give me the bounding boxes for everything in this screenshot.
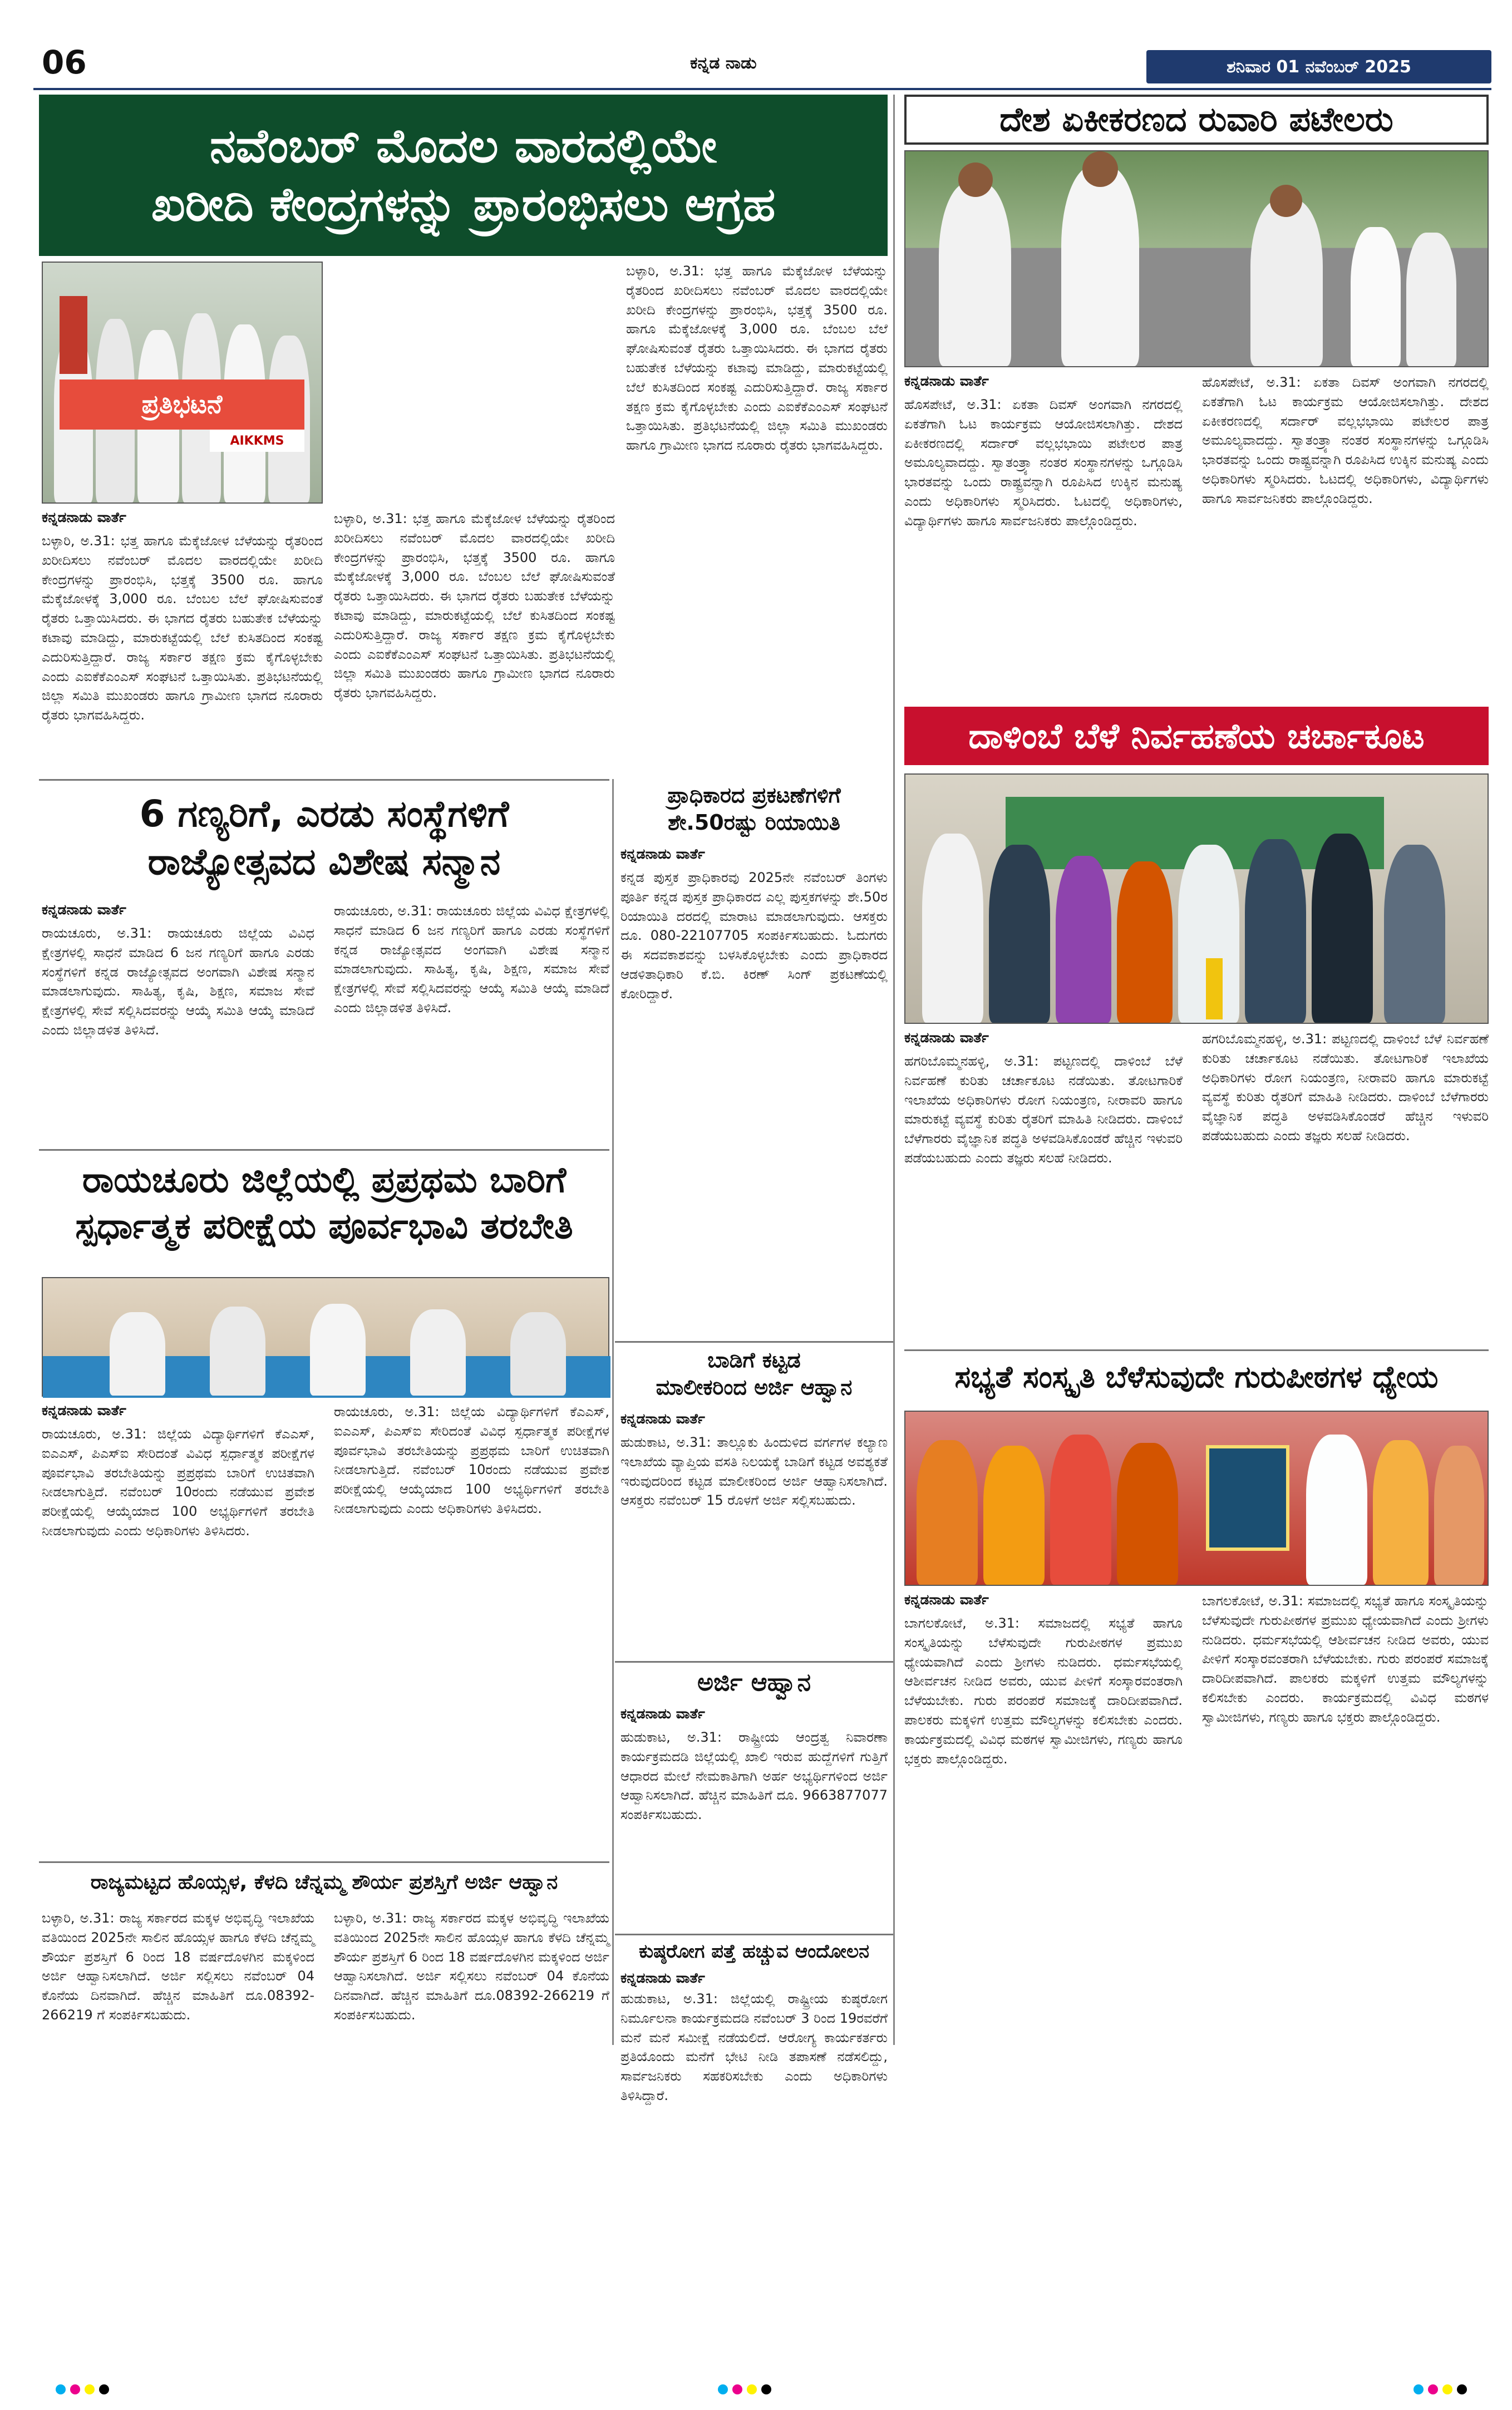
award-headline [39, 790, 609, 886]
culture-byline: ಕನ್ನಡನಾಡು ವಾರ್ತೆ [904, 1591, 989, 1608]
lead-headline-line1: ನವೆಂಬರ್ ಮೊದಲ ವಾರದಲ್ಲಿಯೇ [209, 119, 717, 173]
lead-byline: ಕನ್ನಡನಾಡು ವಾರ್ತೆ [42, 509, 126, 525]
protest-banner-text: ಪ್ರತಿಭಟನೆ [141, 389, 223, 419]
lead-headline [39, 95, 888, 256]
column-divider [893, 95, 895, 2045]
protest-photo [42, 262, 323, 504]
exam-headline-line1: ರಾಯಚೂರು ಜಿಲ್ಲೆಯಲ್ಲಿ ಪ್ರಪ್ರಥಮ ಬಾರಿಗೆ [82, 1160, 567, 1201]
pomegranate-body-col2: ಹಗರಿಬೊಮ್ಮನಹಳ್ಳಿ, ಅ.31: ಪಟ್ಟಣದಲ್ಲಿ ದಾಳಿಂಬೆ ಬೆಳೆ ನಿರ್ವಹಣೆ ಕುರಿತು ಚರ್ಚಾಕೂಟ ನಡೆಯಿತು. ತೋಟಗಾರಿಕೆ ಇಲಾಖೆಯ ಅಧಿಕಾರಿಗಳು ರೋಗ ನಿಯಂತ್ರಣ, ನೀರಾವರಿ ಹಾಗೂ ಮಾರುಕಟ್ಟೆ ವ್ಯವಸ್ಥೆ ಕುರಿತು ರೈತರಿಗೆ ಮಾಹಿತಿ ನೀಡಿದರು. ದಾಳಿಂಬೆ ಬೆಳೆಗಾರರು ವೈಜ್ಞಾನಿಕ ಪದ್ಧತಿ ಅಳವಡಿಸಿಕೊಂಡರೆ ಹೆಚ್ಚಿನ ಇಳುವರಿ ಪಡೆಯಬಹುದು ಎಂದು ತಜ್ಞರು ಸಲಹೆ ನೀಡಿದರು. [1202, 1031, 1489, 1144]
pomegranate-byline: ಕನ್ನಡನಾಡು ವಾರ್ತೆ [904, 1029, 989, 1046]
exam-headline [39, 1157, 609, 1250]
pomegranate-headline: ದಾಳಿಂಬೆ ಬೆಳೆ ನಿರ್ವಹಣೆಯ ಚರ್ಚಾಕೂಟ [904, 707, 1489, 765]
lamp [1206, 958, 1223, 1019]
issue-date: ಶನಿವಾರ 01 ನವೆಂಬರ್ 2025 [1227, 57, 1411, 77]
pomegranate-body-col1: ಹಗರಿಬೊಮ್ಮನಹಳ್ಳಿ, ಅ.31: ಪಟ್ಟಣದಲ್ಲಿ ದಾಳಿಂಬೆ ಬೆಳೆ ನಿರ್ವಹಣೆ ಕುರಿತು ಚರ್ಚಾಕೂಟ ನಡೆಯಿತು. ತೋಟಗಾರಿಕೆ ಇಲಾಖೆಯ ಅಧಿಕಾರಿಗಳು ರೋಗ ನಿಯಂತ್ರಣ, ನೀರಾವರಿ ಹಾಗೂ ಮಾರುಕಟ್ಟೆ ವ್ಯವಸ್ಥೆ ಕುರಿತು ರೈತರಿಗೆ ಮಾಹಿತಿ ನೀಡಿದರು. ದಾಳಿಂಬೆ ಬೆಳೆಗಾರರು ವೈಜ್ಞಾನಿಕ ಪದ್ಧತಿ ಅಳವಡಿಸಿಕೊಂಡರೆ ಹೆಚ್ಚಿನ ಇಳುವರಿ ಪಡೆಯಬಹುದು ಎಂದು ತಜ್ಞರು ಸಲಹೆ ನೀಡಿದರು. [904, 1053, 1183, 1166]
press-meet-photo [42, 1277, 609, 1397]
award-call-body-col2: ಬಳ್ಳಾರಿ, ಅ.31: ರಾಜ್ಯ ಸರ್ಕಾರದ ಮಕ್ಕಳ ಅಭಿವೃದ್ಧಿ ಇಲಾಖೆಯ ವತಿಯಿಂದ 2025ನೇ ಸಾಲಿನ ಹೊಯ್ಸಳ ಹಾಗೂ ಕೆಳದಿ ಚೆನ್ನಮ್ಮ ಶೌರ್ಯ ಪ್ರಶಸ್ತಿಗೆ 6 ರಿಂದ 18 ವರ್ಷದೊಳಗಿನ ಮಕ್ಕಳಿಂದ ಅರ್ಜಿ ಆಹ್ವಾನಿಸಲಾಗಿದೆ. ಅರ್ಜಿ ಸಲ್ಲಿಸಲು ನವೆಂಬರ್ 04 ಕೊನೆಯ ದಿನವಾಗಿದೆ. ಹೆಚ್ಚಿನ ಮಾಹಿತಿಗೆ ದೂ.08392-266219 ಗೆ ಸಂಪರ್ಕಿಸಬಹುದು. [334, 1910, 609, 2023]
lead-body-col2: ಬಳ್ಳಾರಿ, ಅ.31: ಭತ್ತ ಹಾಗೂ ಮೆಕ್ಕೆಜೋಳ ಬೆಳೆಯನ್ನು ರೈತರಿಂದ ಖರೀದಿಸಲು ನವೆಂಬರ್ ಮೊದಲ ವಾರದಲ್ಲಿಯೇ ಖರೀದಿ ಕೇಂದ್ರಗಳನ್ನು ಪ್ರಾರಂಭಿಸಿ, ಭತ್ತಕ್ಕೆ 3500 ರೂ. ಹಾಗೂ ಮೆಕ್ಕೆಜೋಳಕ್ಕೆ 3,000 ರೂ. ಬೆಂಬಲ ಬೆಲೆ ಘೋಷಿಸುವಂತೆ ರೈತರು ಒತ್ತಾಯಿಸಿದರು. ಈ ಭಾಗದ ರೈತರು ಬಹುತೇಕ ಬೆಳೆಯನ್ನು ಕಟಾವು ಮಾಡಿದ್ದು, ಮಾರುಕಟ್ಟೆಯಲ್ಲಿ ಬೆಲೆ ಕುಸಿತದಿಂದ ಸಂಕಷ್ಟ ಎದುರಿಸುತ್ತಿದ್ದಾರೆ. ರಾಜ್ಯ ಸರ್ಕಾರ ತಕ್ಷಣ ಕ್ರಮ ಕೈಗೊಳ್ಳಬೇಕು ಎಂದು ಎಐಕೆಕೆಎಂಎಸ್ ಸಂಘಟನೆ ಒತ್ತಾಯಿಸಿತು. ಪ್ರತಿಭಟನೆಯಲ್ಲಿ ಜಿಲ್ಲಾ ಸಮಿತಿ ಮುಖಂಡರು ಹಾಗೂ ಗ್ರಾಮೀಣ ಭಾಗದ ನೂರಾರು ರೈತರು ಭಾಗವಹಿಸಿದ್ದರು. [334, 511, 615, 701]
leprosy-body: ಹುಡುಕಾಟ, ಅ.31: ಜಿಲ್ಲೆಯಲ್ಲಿ ರಾಷ್ಟ್ರೀಯ ಕುಷ್ಠರೋಗ ನಿರ್ಮೂಲನಾ ಕಾರ್ಯಕ್ರಮದಡಿ ನವೆಂಬರ್ 3 ರಿಂದ 19ರವರೆಗೆ ಮನೆ ಮನೆ ಸಮೀಕ್ಷೆ ನಡೆಯಲಿದೆ. ಆರೋಗ್ಯ ಕಾರ್ಯಕರ್ತರು ಪ್ರತಿಯೊಂದು ಮನೆಗೆ ಭೇಟಿ ನೀಡಿ ತಪಾಸಣೆ ನಡೆಸಲಿದ್ದು, ಸಾರ್ವಜನಿಕರು ಸಹಕರಿಸಬೇಕು ಎಂದು ಅಧಿಕಾರಿಗಳು ತಿಳಿಸಿದ್ದಾರೆ. [620, 1991, 888, 2103]
award-byline: ಕನ್ನಡನಾಡು ವಾರ್ತೆ [42, 901, 126, 918]
lead-body-col3: ಬಳ್ಳಾರಿ, ಅ.31: ಭತ್ತ ಹಾಗೂ ಮೆಕ್ಕೆಜೋಳ ಬೆಳೆಯನ್ನು ರೈತರಿಂದ ಖರೀದಿಸಲು ನವೆಂಬರ್ ಮೊದಲ ವಾರದಲ್ಲಿಯೇ ಖರೀದಿ ಕೇಂದ್ರಗಳನ್ನು ಪ್ರಾರಂಭಿಸಿ, ಭತ್ತಕ್ಕೆ 3500 ರೂ. ಹಾಗೂ ಮೆಕ್ಕೆಜೋಳಕ್ಕೆ 3,000 ರೂ. ಬೆಂಬಲ ಬೆಲೆ ಘೋಷಿಸುವಂತೆ ರೈತರು ಒತ್ತಾಯಿಸಿದರು. ಈ ಭಾಗದ ರೈತರು ಬಹುತೇಕ ಬೆಳೆಯನ್ನು ಕಟಾವು ಮಾಡಿದ್ದು, ಮಾರುಕಟ್ಟೆಯಲ್ಲಿ ಬೆಲೆ ಕುಸಿತದಿಂದ ಸಂಕಷ್ಟ ಎದುರಿಸುತ್ತಿದ್ದಾರೆ. ರಾಜ್ಯ ಸರ್ಕಾರ ತಕ್ಷಣ ಕ್ರಮ ಕೈಗೊಳ್ಳಬೇಕು ಎಂದು ಎಐಕೆಕೆಎಂಎಸ್ ಸಂಘಟನೆ ಒತ್ತಾಯಿಸಿತು. ಪ್ರತಿಭಟನೆಯಲ್ಲಿ ಜಿಲ್ಲಾ ಸಮಿತಿ ಮುಖಂಡರು ಹಾಗೂ ಗ್ರಾಮೀಣ ಭಾಗದ ನೂರಾರು ರೈತರು ಭಾಗವಹಿಸಿದ್ದರು. [626, 263, 888, 454]
rent-headline-line1: ಬಾಡಿಗೆ ಕಟ್ಟಡ [707, 1348, 801, 1372]
divider [39, 1861, 609, 1863]
discount-byline: ಕನ್ನಡನಾಡು ವಾರ್ತೆ [620, 846, 705, 862]
red-flag [60, 296, 87, 374]
framed-portrait [1206, 1445, 1289, 1551]
culture-body-col2: ಬಾಗಲಕೋಟೆ, ಅ.31: ಸಮಾಜದಲ್ಲಿ ಸಭ್ಯತೆ ಹಾಗೂ ಸಂಸ್ಕೃತಿಯನ್ನು ಬೆಳೆಸುವುದೇ ಗುರುಪೀಠಗಳ ಪ್ರಮುಖ ಧ್ಯೇಯವಾಗಿದೆ ಎಂದು ಶ್ರೀಗಳು ನುಡಿದರು. ಧರ್ಮಸಭೆಯಲ್ಲಿ ಆಶೀರ್ವಚನ ನೀಡಿದ ಅವರು, ಯುವ ಪೀಳಿಗೆ ಸಂಸ್ಕಾರವಂತರಾಗಿ ಬೆಳೆಯಬೇಕು. ಗುರು ಪರಂಪರೆ ಸಮಾಜಕ್ಕೆ ದಾರಿದೀಪವಾಗಿದೆ. ಪಾಲಕರು ಮಕ್ಕಳಿಗೆ ಉತ್ತಮ ಮೌಲ್ಯಗಳನ್ನು ಕಲಿಸಬೇಕು ಎಂದರು. ಕಾರ್ಯಕ್ರಮದಲ್ಲಿ ವಿವಿಧ ಮಠಗಳ ಸ್ವಾಮೀಜಿಗಳು, ಗಣ್ಯರು ಹಾಗೂ ಭಕ್ತರು ಪಾಲ್ಗೊಂಡಿದ್ದರು. [1202, 1593, 1489, 1725]
discount-headline-line2: ಶೇ.50ರಷ್ಟು ರಿಯಾಯಿತಿ [668, 810, 840, 835]
award-headline-line2: ರಾಜ್ಯೋತ್ಸವದ ವಿಶೇಷ ಸನ್ಮಾನ [147, 840, 501, 883]
culture-body-col1: ಬಾಗಲಕೋಟೆ, ಅ.31: ಸಮಾಜದಲ್ಲಿ ಸಭ್ಯತೆ ಹಾಗೂ ಸಂಸ್ಕೃತಿಯನ್ನು ಬೆಳೆಸುವುದೇ ಗುರುಪೀಠಗಳ ಪ್ರಮುಖ ಧ್ಯೇಯವಾಗಿದೆ ಎಂದು ಶ್ರೀಗಳು ನುಡಿದರು. ಧರ್ಮಸಭೆಯಲ್ಲಿ ಆಶೀರ್ವಚನ ನೀಡಿದ ಅವರು, ಯುವ ಪೀಳಿಗೆ ಸಂಸ್ಕಾರವಂತರಾಗಿ ಬೆಳೆಯಬೇಕು. ಗುರು ಪರಂಪರೆ ಸಮಾಜಕ್ಕೆ ದಾರಿದೀಪವಾಗಿದೆ. ಪಾಲಕರು ಮಕ್ಕಳಿಗೆ ಉತ್ತಮ ಮೌಲ್ಯಗಳನ್ನು ಕಲಿಸಬೇಕು ಎಂದರು. ಕಾರ್ಯಕ್ರಮದಲ್ಲಿ ವಿವಿಧ ಮಠಗಳ ಸ್ವಾಮೀಜಿಗಳು, ಗಣ್ಯರು ಹಾಗೂ ಭಕ್ತರು ಪಾಲ್ಗೊಂಡಿದ್ದರು. [904, 1615, 1183, 1767]
award-call-body-col1: ಬಳ್ಳಾರಿ, ಅ.31: ರಾಜ್ಯ ಸರ್ಕಾರದ ಮಕ್ಕಳ ಅಭಿವೃದ್ಧಿ ಇಲಾಖೆಯ ವತಿಯಿಂದ 2025ನೇ ಸಾಲಿನ ಹೊಯ್ಸಳ ಹಾಗೂ ಕೆಳದಿ ಚೆನ್ನಮ್ಮ ಶೌರ್ಯ ಪ್ರಶಸ್ತಿಗೆ 6 ರಿಂದ 18 ವರ್ಷದೊಳಗಿನ ಮಕ್ಕಳಿಂದ ಅರ್ಜಿ ಆಹ್ವಾನಿಸಲಾಗಿದೆ. ಅರ್ಜಿ ಸಲ್ಲಿಸಲು ನವೆಂಬರ್ 04 ಕೊನೆಯ ದಿನವಾಗಿದೆ. ಹೆಚ್ಚಿನ ಮಾಹಿತಿಗೆ ದೂ.08392-266219 ಗೆ ಸಂಪರ್ಕಿಸಬಹುದು. [42, 1910, 314, 2023]
divider [39, 1149, 609, 1151]
discount-headline [618, 782, 890, 837]
exam-body-col1: ರಾಯಚೂರು, ಅ.31: ಜಿಲ್ಲೆಯ ವಿದ್ಯಾರ್ಥಿಗಳಿಗೆ ಕೆಎಎಸ್, ಐಎಎಸ್, ಪಿಎಸ್ಐ ಸೇರಿದಂತೆ ವಿವಿಧ ಸ್ಪರ್ಧಾತ್ಮಕ ಪರೀಕ್ಷೆಗಳ ಪೂರ್ವಭಾವಿ ತರಬೇತಿಯನ್ನು ಪ್ರಪ್ರಥಮ ಬಾರಿಗೆ ಉಚಿತವಾಗಿ ನೀಡಲಾಗುತ್ತಿದೆ. ನವೆಂಬರ್ 10ರಂದು ನಡೆಯುವ ಪ್ರವೇಶ ಪರೀಕ್ಷೆಯಲ್ಲಿ ಆಯ್ಕೆಯಾದ 100 ಅಭ್ಯರ್ಥಿಗಳಿಗೆ ತರಬೇತಿ ನೀಡಲಾಗುವುದು ಎಂದು ಅಧಿಕಾರಿಗಳು ತಿಳಿಸಿದರು. [42, 1426, 314, 1539]
registration-marks-left [56, 2384, 109, 2394]
divider [615, 1934, 893, 1935]
patel-headline: ದೇಶ ಏಕೀಕರಣದ ರುವಾರಿ ಪಟೇಲರು [904, 95, 1489, 145]
leprosy-headline: ಕುಷ್ಠರೋಗ ಪತ್ತೆ ಹಚ್ಚುವ ಆಂದೋಲನ [638, 1940, 870, 1963]
swamiji-photo [904, 1411, 1489, 1586]
culture-headline: ಸಭ್ಯತೆ ಸಂಸ್ಕೃತಿ ಬೆಳೆಸುವುದೇ ಗುರುಪೀಠಗಳ ಧ್ಯೇಯ [954, 1359, 1439, 1394]
unity-run-photo [904, 150, 1489, 367]
patel-body-col2: ಹೊಸಪೇಟೆ, ಅ.31: ಏಕತಾ ದಿವಸ್ ಅಂಗವಾಗಿ ನಗರದಲ್ಲಿ ಏಕತೆಗಾಗಿ ಓಟ ಕಾರ್ಯಕ್ರಮ ಆಯೋಜಿಸಲಾಗಿತ್ತು. ದೇಶದ ಏಕೀಕರಣದಲ್ಲಿ ಸರ್ದಾರ್ ವಲ್ಲಭಭಾಯಿ ಪಟೇಲರ ಪಾತ್ರ ಅಮೂಲ್ಯವಾದದ್ದು. ಸ್ವಾತಂತ್ರ್ಯಾ ನಂತರ ಸಂಸ್ಥಾನಗಳನ್ನು ಒಗ್ಗೂಡಿಸಿ ಭಾರತವನ್ನು ಒಂದು ರಾಷ್ಟ್ರವನ್ನಾಗಿ ರೂಪಿಸಿದ ಉಕ್ಕಿನ ಮನುಷ್ಯ ಎಂದು ಅಧಿಕಾರಿಗಳು ಸ್ಮರಿಸಿದರು. ಓಟದಲ್ಲಿ ಅಧಿಕಾರಿಗಳು, ವಿದ್ಯಾರ್ಥಿಗಳು ಹಾಗೂ ಸಾರ್ವಜನಿಕರು ಪಾಲ್ಗೊಂಡಿದ್ದರು. [1202, 374, 1489, 506]
application-byline: ಕನ್ನಡನಾಡು ವಾರ್ತೆ [620, 1706, 705, 1722]
discount-body: ಕನ್ನಡ ಪುಸ್ತಕ ಪ್ರಾಧಿಕಾರವು 2025ನೇ ನವೆಂಬರ್ ತಿಂಗಳು ಪೂರ್ತಿ ಕನ್ನಡ ಪುಸ್ತಕ ಪ್ರಾಧಿಕಾರದ ಎಲ್ಲ ಪುಸ್ತಕಗಳನ್ನು ಶೇ.50ರ ರಿಯಾಯಿತಿ ದರದಲ್ಲಿ ಮಾರಾಟ ಮಾಡಲಾಗುವುದು. ಆಸಕ್ತರು ದೂ. 080-22107705 ಸಂಪರ್ಕಿಸಬಹುದು. ಓದುಗರು ಈ ಸದವಕಾಶವನ್ನು ಬಳಸಿಕೊಳ್ಳಬೇಕು ಎಂದು ಪ್ರಾಧಿಕಾರದ ಆಡಳಿತಾಧಿಕಾರಿ ಕೆ.ಬಿ. ಕಿರಣ್ ಸಿಂಗ್ ಪ್ರಕಟಣೆಯಲ್ಲಿ ಕೋರಿದ್ದಾರೆ. [620, 870, 888, 1002]
divider [615, 1341, 893, 1343]
exam-headline-line2: ಸ್ಪರ್ಧಾತ್ಮಕ ಪರೀಕ್ಷೆಯ ಪೂರ್ವಭಾವಿ ತರಬೇತಿ [75, 1206, 573, 1248]
header-rule [33, 88, 1491, 90]
exam-body-col2: ರಾಯಚೂರು, ಅ.31: ಜಿಲ್ಲೆಯ ವಿದ್ಯಾರ್ಥಿಗಳಿಗೆ ಕೆಎಎಸ್, ಐಎಎಸ್, ಪಿಎಸ್ಐ ಸೇರಿದಂತೆ ವಿವಿಧ ಸ್ಪರ್ಧಾತ್ಮಕ ಪರೀಕ್ಷೆಗಳ ಪೂರ್ವಭಾವಿ ತರಬೇತಿಯನ್ನು ಪ್ರಪ್ರಥಮ ಬಾರಿಗೆ ಉಚಿತವಾಗಿ ನೀಡಲಾಗುತ್ತಿದೆ. ನವೆಂಬರ್ 10ರಂದು ನಡೆಯುವ ಪ್ರವೇಶ ಪರೀಕ್ಷೆಯಲ್ಲಿ ಆಯ್ಕೆಯಾದ 100 ಅಭ್ಯರ್ಥಿಗಳಿಗೆ ತರಬೇತಿ ನೀಡಲಾಗುವುದು ಎಂದು ಅಧಿಕಾರಿಗಳು ತಿಳಿಸಿದರು. [334, 1404, 609, 1516]
rent-headline-line2: ಮಾಲೀಕರಿಂದ ಅರ್ಜಿ ಆಹ್ವಾನ [656, 1375, 853, 1400]
exam-byline: ಕನ್ನಡನಾಡು ವಾರ್ತೆ [42, 1402, 126, 1418]
rent-body: ಹುಡುಕಾಟ, ಅ.31: ತಾಲ್ಲೂಕು ಹಿಂದುಳಿದ ವರ್ಗಗಳ ಕಲ್ಯಾಣ ಇಲಾಖೆಯ ವ್ಯಾಪ್ತಿಯ ವಸತಿ ನಿಲಯಕ್ಕೆ ಬಾಡಿಗೆ ಕಟ್ಟಡ ಅವಶ್ಯಕತೆ ಇರುವುದರಿಂದ ಕಟ್ಟಡ ಮಾಲೀಕರಿಂದ ಅರ್ಜಿ ಆಹ್ವಾನಿಸಲಾಗಿದೆ. ಆಸಕ್ತರು ನವೆಂಬರ್ 15 ರೊಳಗೆ ಅರ್ಜಿ ಸಲ್ಲಿಸಬಹುದು. [620, 1435, 888, 1509]
rent-byline: ಕನ್ನಡನಾಡು ವಾರ್ತೆ [620, 1411, 705, 1427]
award-call-headline: ರಾಜ್ಯಮಟ್ಟದ ಹೊಯ್ಸಳ, ಕೆಳದಿ ಚೆನ್ನಮ್ಮ ಶೌರ್ಯ ಪ್ರಶಸ್ತಿಗೆ ಅರ್ಜಿ ಆಹ್ವಾನ [90, 1871, 558, 1894]
award-headline-line1: 6 ಗಣ್ಯರಿಗೆ, ಎರಡು ಸಂಸ್ಥೆಗಳಿಗೆ [139, 792, 509, 835]
registration-marks-right [1414, 2384, 1467, 2394]
date-bar [1146, 50, 1491, 83]
masthead: ಕನ್ನಡ ನಾಡು [690, 53, 757, 73]
award-body-col2: ರಾಯಚೂರು, ಅ.31: ರಾಯಚೂರು ಜಿಲ್ಲೆಯ ವಿವಿಧ ಕ್ಷೇತ್ರಗಳಲ್ಲಿ ಸಾಧನೆ ಮಾಡಿದ 6 ಜನ ಗಣ್ಯರಿಗೆ ಹಾಗೂ ಎರಡು ಸಂಸ್ಥೆಗಳಿಗೆ ಕನ್ನಡ ರಾಜ್ಯೋತ್ಸವದ ಅಂಗವಾಗಿ ವಿಶೇಷ ಸನ್ಮಾನ ಮಾಡಲಾಗುವುದು. ಸಾಹಿತ್ಯ, ಕೃಷಿ, ಶಿಕ್ಷಣ, ಸಮಾಜ ಸೇವೆ ಕ್ಷೇತ್ರಗಳಲ್ಲಿ ಸೇವೆ ಸಲ್ಲಿಸಿದವರನ್ನು ಆಯ್ಕೆ ಸಮಿತಿ ಆಯ್ಕೆ ಮಾಡಿದೆ ಎಂದು ಜಿಲ್ಲಾಡಳಿತ ತಿಳಿಸಿದೆ. [334, 903, 609, 1016]
column-divider [612, 779, 614, 2045]
rent-headline [618, 1347, 890, 1402]
lead-headline-line2: ಖರೀದಿ ಕೇಂದ್ರಗಳನ್ನು ಪ್ರಾರಂಭಿಸಲು ಆಗ್ರಹ [151, 177, 776, 231]
leprosy-byline: ಕನ್ನಡನಾಡು ವಾರ್ತೆ [620, 1970, 705, 1986]
seminar-photo [904, 773, 1489, 1024]
divider [904, 1349, 1489, 1351]
patel-body-col1: ಹೊಸಪೇಟೆ, ಅ.31: ಏಕತಾ ದಿವಸ್ ಅಂಗವಾಗಿ ನಗರದಲ್ಲಿ ಏಕತೆಗಾಗಿ ಓಟ ಕಾರ್ಯಕ್ರಮ ಆಯೋಜಿಸಲಾಗಿತ್ತು. ದೇಶದ ಏಕೀಕರಣದಲ್ಲಿ ಸರ್ದಾರ್ ವಲ್ಲಭಭಾಯಿ ಪಟೇಲರ ಪಾತ್ರ ಅಮೂಲ್ಯವಾದದ್ದು. ಸ್ವಾತಂತ್ರ್ಯಾ ನಂತರ ಸಂಸ್ಥಾನಗಳನ್ನು ಒಗ್ಗೂಡಿಸಿ ಭಾರತವನ್ನು ಒಂದು ರಾಷ್ಟ್ರವನ್ನಾಗಿ ರೂಪಿಸಿದ ಉಕ್ಕಿನ ಮನುಷ್ಯ ಎಂದು ಅಧಿಕಾರಿಗಳು ಸ್ಮರಿಸಿದರು. ಓಟದಲ್ಲಿ ಅಧಿಕಾರಿಗಳು, ವಿದ್ಯಾರ್ಥಿಗಳು ಹಾಗೂ ಸಾರ್ವಜನಿಕರು ಪಾಲ್ಗೊಂಡಿದ್ದರು. [904, 397, 1183, 529]
application-body: ಹುಡುಕಾಟ, ಅ.31: ರಾಷ್ಟ್ರೀಯ ಆಂದ್ರತ್ವ ನಿವಾರಣಾ ಕಾರ್ಯಕ್ರಮದಡಿ ಜಿಲ್ಲೆಯಲ್ಲಿ ಖಾಲಿ ಇರುವ ಹುದ್ದೆಗಳಿಗೆ ಗುತ್ತಿಗೆ ಆಧಾರದ ಮೇಲೆ ನೇಮಕಾತಿಗಾಗಿ ಅರ್ಹ ಅಭ್ಯರ್ಥಿಗಳಿಂದ ಅರ್ಜಿ ಆಹ್ವಾನಿಸಲಾಗಿದೆ. ಹೆಚ್ಚಿನ ಮಾಹಿತಿಗೆ ದೂ. 9663877077 ಸಂಪರ್ಕಿಸಬಹುದು. [620, 1729, 888, 1823]
application-headline: ಅರ್ಜಿ ಆಹ್ವಾನ [697, 1668, 811, 1697]
discount-headline-line1: ಪ್ರಾಧಿಕಾರದ ಪ್ರಕಟಣೆಗಳಿಗೆ [667, 783, 841, 807]
aikkms-sign: AIKKMS [210, 430, 304, 452]
lead-body-col1: ಬಳ್ಳಾರಿ, ಅ.31: ಭತ್ತ ಹಾಗೂ ಮೆಕ್ಕೆಜೋಳ ಬೆಳೆಯನ್ನು ರೈತರಿಂದ ಖರೀದಿಸಲು ನವೆಂಬರ್ ಮೊದಲ ವಾರದಲ್ಲಿಯೇ ಖರೀದಿ ಕೇಂದ್ರಗಳನ್ನು ಪ್ರಾರಂಭಿಸಿ, ಭತ್ತಕ್ಕೆ 3500 ರೂ. ಹಾಗೂ ಮೆಕ್ಕೆಜೋಳಕ್ಕೆ 3,000 ರೂ. ಬೆಂಬಲ ಬೆಲೆ ಘೋಷಿಸುವಂತೆ ರೈತರು ಒತ್ತಾಯಿಸಿದರು. ಈ ಭಾಗದ ರೈತರು ಬಹುತೇಕ ಬೆಳೆಯನ್ನು ಕಟಾವು ಮಾಡಿದ್ದು, ಮಾರುಕಟ್ಟೆಯಲ್ಲಿ ಬೆಲೆ ಕುಸಿತದಿಂದ ಸಂಕಷ್ಟ ಎದುರಿಸುತ್ತಿದ್ದಾರೆ. ರಾಜ್ಯ ಸರ್ಕಾರ ತಕ್ಷಣ ಕ್ರಮ ಕೈಗೊಳ್ಳಬೇಕು ಎಂದು ಎಐಕೆಕೆಎಂಎಸ್ ಸಂಘಟನೆ ಒತ್ತಾಯಿಸಿತು. ಪ್ರತಿಭಟನೆಯಲ್ಲಿ ಜಿಲ್ಲಾ ಸಮಿತಿ ಮುಖಂಡರು ಹಾಗೂ ಗ್ರಾಮೀಣ ಭಾಗದ ನೂರಾರು ರೈತರು ಭಾಗವಹಿಸಿದ್ದರು. [42, 533, 323, 723]
award-body-col1: ರಾಯಚೂರು, ಅ.31: ರಾಯಚೂರು ಜಿಲ್ಲೆಯ ವಿವಿಧ ಕ್ಷೇತ್ರಗಳಲ್ಲಿ ಸಾಧನೆ ಮಾಡಿದ 6 ಜನ ಗಣ್ಯರಿಗೆ ಹಾಗೂ ಎರಡು ಸಂಸ್ಥೆಗಳಿಗೆ ಕನ್ನಡ ರಾಜ್ಯೋತ್ಸವದ ಅಂಗವಾಗಿ ವಿಶೇಷ ಸನ್ಮಾನ ಮಾಡಲಾಗುವುದು. ಸಾಹಿತ್ಯ, ಕೃಷಿ, ಶಿಕ್ಷಣ, ಸಮಾಜ ಸೇವೆ ಕ್ಷೇತ್ರಗಳಲ್ಲಿ ಸೇವೆ ಸಲ್ಲಿಸಿದವರನ್ನು ಆಯ್ಕೆ ಸಮಿತಿ ಆಯ್ಕೆ ಮಾಡಿದೆ ಎಂದು ಜಿಲ್ಲಾಡಳಿತ ತಿಳಿಸಿದೆ. [42, 925, 314, 1038]
divider [39, 779, 609, 781]
protest-banner [60, 380, 304, 430]
page-number: 06 [42, 43, 87, 81]
patel-byline: ಕನ್ನಡನಾಡು ವಾರ್ತೆ [904, 373, 989, 389]
registration-marks-center [718, 2384, 771, 2394]
divider [615, 1661, 893, 1663]
